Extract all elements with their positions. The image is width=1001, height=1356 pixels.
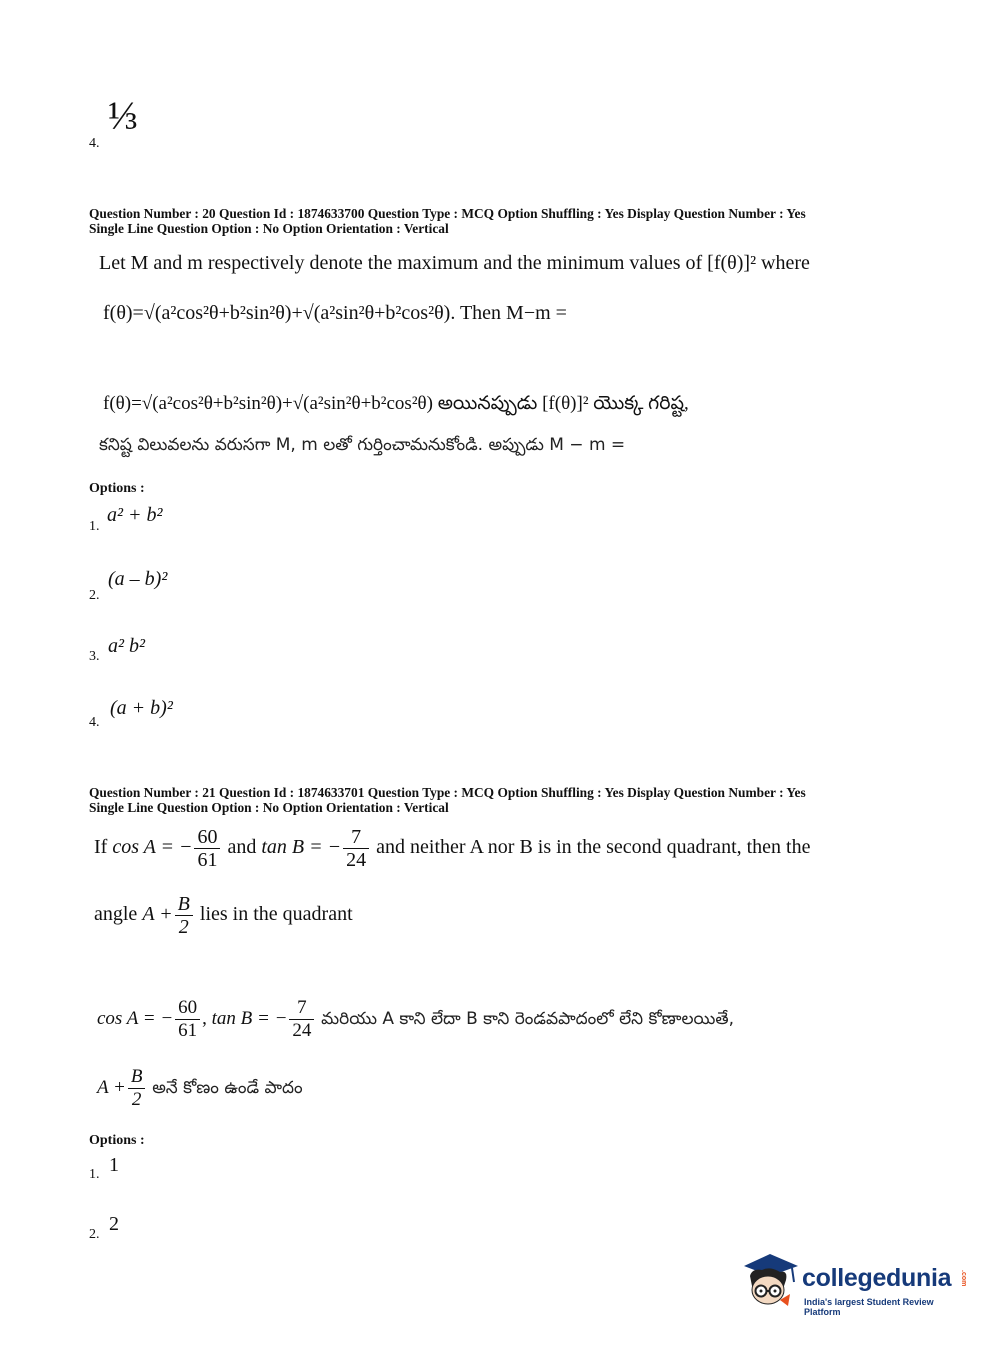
q21-te-cos-num: 60 xyxy=(178,997,198,1018)
q21-te-cos-fraction xyxy=(175,997,200,1042)
mascot-icon xyxy=(740,1250,800,1312)
q21-option-1-value[interactable]: 1 xyxy=(109,1154,119,1176)
q21-option-1-number: 1. xyxy=(89,1167,100,1182)
q21-te-A: A + xyxy=(97,1076,126,1098)
q21-cos-den: 61 xyxy=(194,848,220,871)
q20-option-1-value[interactable]: a² + b² xyxy=(107,504,163,526)
q21-en-and: and xyxy=(227,836,257,859)
q20-option-2-number: 2. xyxy=(89,588,100,603)
q21-telugu-line2 xyxy=(97,1066,303,1111)
q21-english-line2 xyxy=(94,893,353,938)
q21-tan-num: 7 xyxy=(351,826,362,848)
logo-tagline: India's largest Student Review Platform xyxy=(804,1297,934,1317)
q21-en-lies: lies in the quadrant xyxy=(199,903,353,926)
q21-B-num: B xyxy=(177,893,190,915)
q21-meta-line1: Question Number : 21 Question Id : 1874633701 Question Type : MCQ Option Shuffling : Yes Display Question Number : Yes xyxy=(89,785,806,800)
q20-meta-line2: Single Line Question Option : No Option Orientation : Vertical xyxy=(89,221,449,236)
q21-en-if: If xyxy=(94,836,108,859)
q20-option-4-number: 4. xyxy=(89,715,100,730)
q21-en-cos: cos A = − xyxy=(112,836,193,859)
q21-te-B-num: B xyxy=(130,1066,143,1087)
prev-option-number: 4. xyxy=(89,136,100,151)
q21-options-label: Options : xyxy=(89,1133,145,1148)
q21-te-cos: cos A = − xyxy=(97,1007,174,1029)
q21-option-2-number: 2. xyxy=(89,1227,100,1242)
q21-te-rest2: అనే కోణం ఉండే పాదం xyxy=(152,1077,303,1098)
q21-option-2-value[interactable]: 2 xyxy=(109,1213,119,1235)
q21-en-rest: and neither A nor B is in the second quadrant, then the xyxy=(376,836,811,859)
q20-meta-line1: Question Number : 20 Question Id : 1874633700 Question Type : MCQ Option Shuffling : Yes Display Question Number : Yes xyxy=(89,206,806,221)
q20-option-2-value[interactable]: (a – b)² xyxy=(108,568,168,590)
logo-name: collegedunia xyxy=(802,1264,952,1292)
q21-te-rest1: మరియు A కాని లేదా B కాని రెండవపాదంలో లేని కోణాలయితే, xyxy=(321,1008,734,1029)
q21-te-tan: tan B = − xyxy=(211,1007,288,1029)
q21-te-B-den: 2 xyxy=(128,1088,146,1111)
q21-te-tan-fraction xyxy=(289,997,314,1042)
q20-telugu-line1: f(θ)=√(a²cos²θ+b²sin²θ)+√(a²sin²θ+b²cos²θ) అయినప్పుడు [f(θ)]² యొక్క గరిష్ట, xyxy=(103,393,689,414)
logo-suffix: .com xyxy=(960,1270,967,1287)
q21-meta-line2: Single Line Question Option : No Option Orientation : Vertical xyxy=(89,800,449,815)
q21-te-tan-num: 7 xyxy=(297,997,307,1018)
q21-english-line1 xyxy=(94,826,811,871)
q20-options-label: Options : xyxy=(89,481,145,496)
q21-tan-den: 24 xyxy=(343,848,369,871)
q21-B-fraction xyxy=(175,893,193,938)
q21-te-B-fraction xyxy=(128,1066,146,1111)
q20-option-1-number: 1. xyxy=(89,519,100,534)
q21-en-A: A + xyxy=(142,903,173,926)
q20-option-3-number: 3. xyxy=(89,649,100,664)
q20-english-line1: Let M and m respectively denote the maximum and the minimum values of [f(θ)]² where xyxy=(99,252,810,274)
q21-B-den: 2 xyxy=(175,915,193,938)
q21-tan-fraction xyxy=(343,826,369,871)
q21-cos-num: 60 xyxy=(197,826,218,848)
q20-english-line2: f(θ)=√(a²cos²θ+b²sin²θ)+√(a²sin²θ+b²cos²θ). Then M−m = xyxy=(103,302,567,324)
q21-te-tan-den: 24 xyxy=(289,1019,314,1042)
q20-option-4-value[interactable]: (a + b)² xyxy=(110,697,173,719)
prev-option-value: ⅓ xyxy=(108,93,138,138)
q21-en-tan: tan B = − xyxy=(261,836,342,859)
q21-telugu-line1: cos A = − $\frac{60}{61}$ , tan B = − $\frac{7}{24}$ మరియు A కాని లేదా B కాని రెండవపాదంలో లేని కోణాలయితే, xyxy=(97,997,734,1041)
collegedunia-logo[interactable] xyxy=(740,1250,970,1320)
q21-te-cos-den: 61 xyxy=(175,1019,200,1042)
q21-cos-fraction xyxy=(194,826,220,871)
q20-option-3-value[interactable]: a² b² xyxy=(108,635,145,657)
q20-telugu-line2: కనిష్ట విలువలను వరుసగా M, m లతో గుర్తించామనుకోండి. అప్పుడు M − m = xyxy=(99,435,626,455)
q21-en-angle: angle xyxy=(94,903,138,926)
